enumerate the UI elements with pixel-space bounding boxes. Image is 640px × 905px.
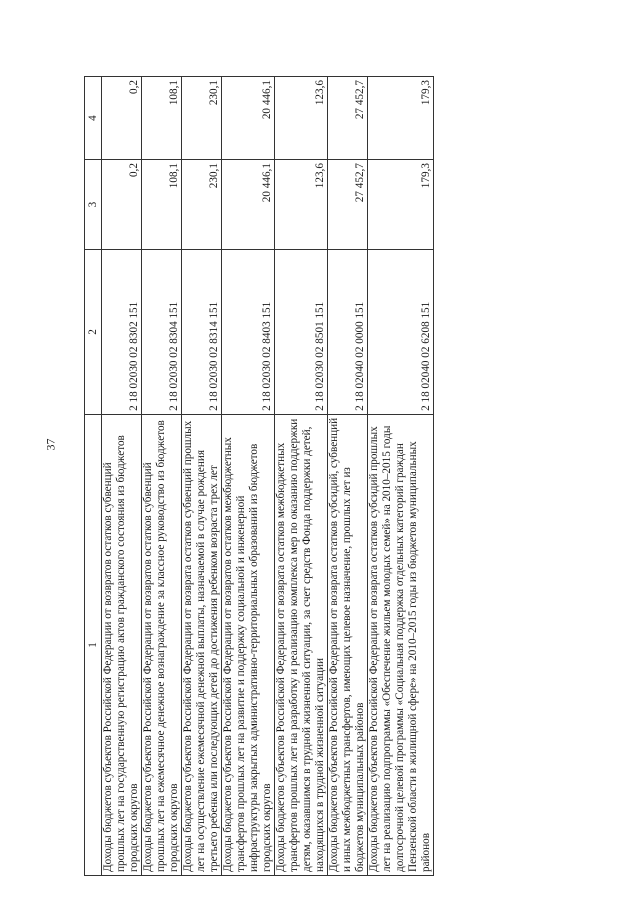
- value-col-4: 0,2: [102, 77, 142, 160]
- budget-code: 2 18 02040 02 6208 151: [367, 249, 433, 414]
- page-number: 37: [43, 438, 58, 451]
- table-row: [327, 77, 367, 876]
- budget-code: 2 18 02030 02 8302 151: [102, 249, 142, 414]
- table-row: [221, 77, 274, 876]
- table-row: [181, 77, 221, 876]
- column-header-2: 2: [85, 249, 102, 414]
- column-header-4: 4: [85, 77, 102, 160]
- budget-code: 2 18 02030 02 8501 151: [274, 249, 327, 414]
- budget-code: 2 18 02040 02 0000 151: [327, 249, 367, 414]
- budget-code: 2 18 02030 02 8314 151: [181, 249, 221, 414]
- value-col-3: 123,6: [274, 160, 327, 250]
- budget-code: 2 18 02030 02 8403 151: [221, 249, 274, 414]
- value-col-4: 108,1: [141, 77, 181, 160]
- value-col-4: 230,1: [181, 77, 221, 160]
- row-description: Доходы бюджетов субъектов Российской Федерации от возврата остатков субвенций прошлых лет на осуществление ежемесячной денежной выплаты, назначаемой в случае рождения третьего ребенка или последующих детей до достижения ребенком возраста трех лет: [181, 414, 221, 875]
- table-row: [367, 77, 433, 876]
- table-header-row: [85, 77, 102, 876]
- column-header-1: 1: [85, 414, 102, 875]
- value-col-4: 123,6: [274, 77, 327, 160]
- row-description: Доходы бюджетов субъектов Российской Федерации от возврата остатков субсидий, субвенций и иных межбюджетных трансфертов, имеющих целевое назначение, прошлых лет из бюджетов муниципальных районов: [327, 414, 367, 875]
- value-col-3: 230,1: [181, 160, 221, 250]
- value-col-3: 179,3: [367, 160, 433, 250]
- row-description: Доходы бюджетов субъектов Российской Федерации от возвратов остатков субвенций прошлых лет на ежемесячное денежное вознаграждение за классное руководство из бюджетов городских округов: [141, 414, 181, 875]
- row-description: Доходы бюджетов субъектов Российской Федерации от возвратов остатков субвенций прошлых лет на государственную регистрацию актов гражданского состояния из бюджетов городских округов: [102, 414, 142, 875]
- row-description: Доходы бюджетов субъектов Российской Федерации от возврата остатков субсидий прошлых лет на реализацию подпрограммы «Обеспечение жильем молодых семей» на 2010–2015 годы долгосрочной целевой программы «Социальная поддержка отдельных категорий граждан Пензенской области в жилищной сфере» на 2010–2015 годы из бюджетов муниципальных районов: [367, 414, 433, 875]
- table-row: [102, 77, 142, 876]
- value-col-3: 27 452,7: [327, 160, 367, 250]
- value-col-4: 179,3: [367, 77, 433, 160]
- row-description: Доходы бюджетов субъектов Российской Федерации от возврата остатков межбюджетных трансфертов прошлых лет на разработку и реализацию комплекса мер по оказанию поддержки детям, оказавшимся в трудной жизненной ситуации, за счет средств Фонда поддержки детей, находящихся в трудной жизненной ситуации: [274, 414, 327, 875]
- table-row: [274, 77, 327, 876]
- budget-code: 2 18 02030 02 8304 151: [141, 249, 181, 414]
- value-col-4: 27 452,7: [327, 77, 367, 160]
- value-col-3: 0,2: [102, 160, 142, 250]
- value-col-3: 108,1: [141, 160, 181, 250]
- rotated-table-container: [84, 76, 554, 876]
- value-col-3: 20 446,1: [221, 160, 274, 250]
- row-description: Доходы бюджетов субъектов Российской Федерации от возвратов остатков межбюджетных трансфертов прошлых лет на развитие и поддержку социальной и инженерной инфраструктуры закрытых административно-территориальных образований из бюджетов городских округов: [221, 414, 274, 875]
- value-col-4: 20 446,1: [221, 77, 274, 160]
- table-row: [141, 77, 181, 876]
- budget-revenue-table: [84, 76, 434, 876]
- column-header-3: 3: [85, 160, 102, 250]
